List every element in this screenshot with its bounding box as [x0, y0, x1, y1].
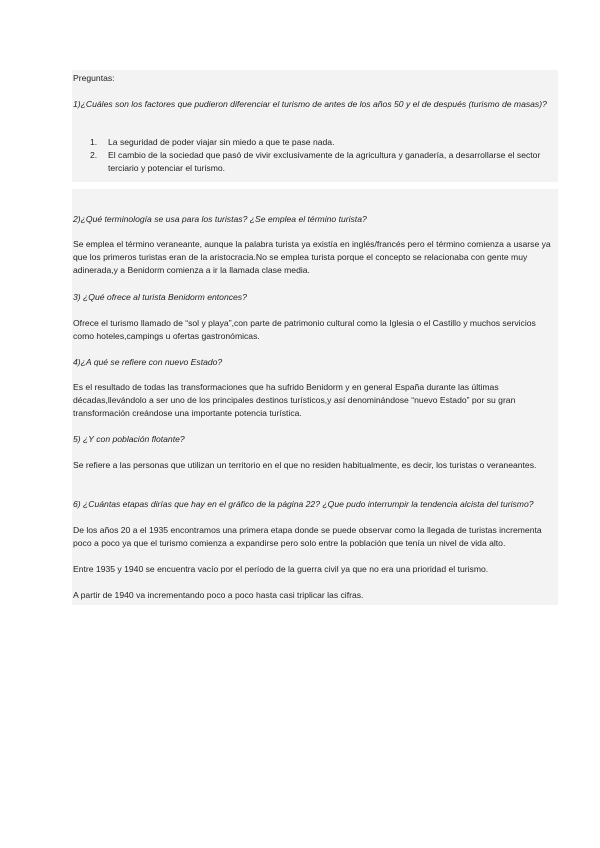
list-text: La seguridad de poder viajar sin miedo a que te pase nada.: [108, 137, 335, 147]
list-item: [72, 149, 556, 175]
answer-6-part-3: A partir de 1940 va incrementando poco a poco hasta casi triplicar las cifras.: [73, 590, 364, 600]
list-item: [72, 136, 556, 149]
answer-3: Ofrece el turismo llamado de “sol y playa”,con parte de patrimonio cultural como la Iglesia o el Castillo y muchos servicios como hoteles,campings u ofertas gastronómicas.: [73, 318, 536, 341]
answer-2: Se emplea el término veraneante, aunque la palabra turista ya existía en inglés/francés pero el término comienza a usarse ya que los primeros turistas eran de la aristocracia.No se emplea turista porque el concepto se relacionaba con gente muy adinerada,y a Benidorm comienza a ir la llamada clase media.: [73, 239, 551, 275]
question-5: 5) ¿Y con población flotante?: [73, 434, 185, 444]
list-number: 2.: [90, 150, 98, 160]
question-4: 4)¿A qué se refiere con nuevo Estado?: [73, 357, 223, 367]
question-3: 3) ¿Qué ofrece al turista Benidorm entonces?: [73, 292, 247, 302]
heading: Preguntas:: [73, 73, 115, 83]
list-number: 1.: [90, 137, 98, 147]
answer-5: Se refiere a las personas que utilizan un territorio en el que no residen habitualmente, es decir, los turistas o veraneantes.: [73, 460, 537, 470]
answer-list: [72, 136, 556, 175]
answer-6-part-1: De los años 20 a el 1935 encontramos una primera etapa donde se puede observar como la llegada de turistas incrementa poco a poco ya que el turismo comienza a expandirse pero solo entre la población que tenía un nivel de vida alto.: [73, 525, 542, 548]
question-block-2: [72, 189, 558, 605]
answer-6-part-2: Entre 1935 y 1940 se encuentra vacío por el período de la guerra civil ya que no era una prioridad el turismo.: [73, 564, 489, 574]
question-block-1: [72, 70, 558, 182]
question-2: 2)¿Qué terminología se usa para los turistas? ¿Se emplea el término turista?: [73, 214, 367, 224]
question-1: 1)¿Cuáles son los factores que pudieron diferenciar el turismo de antes de los años 50 y el de después (turismo de masas)?: [73, 99, 547, 109]
answer-4: Es el resultado de todas las transformaciones que ha sufrido Benidorm y en general España durante las últimas décadas,llevándolo a ser uno de los principales destinos turísticos,y así denominándose “nuevo Estado” por su gran transformación creándose una importante potencia turística.: [73, 382, 516, 418]
list-text: El cambio de la sociedad que pasó de vivir exclusivamente de la agricultura y ganadería, a desarrollarse el sector terciario y potenciar el turismo.: [108, 150, 541, 173]
question-6: 6) ¿Cuántas etapas dirías que hay en el gráfico de la página 22? ¿Que pudo interrumpir la tendencia alcista del turismo?: [73, 499, 534, 509]
